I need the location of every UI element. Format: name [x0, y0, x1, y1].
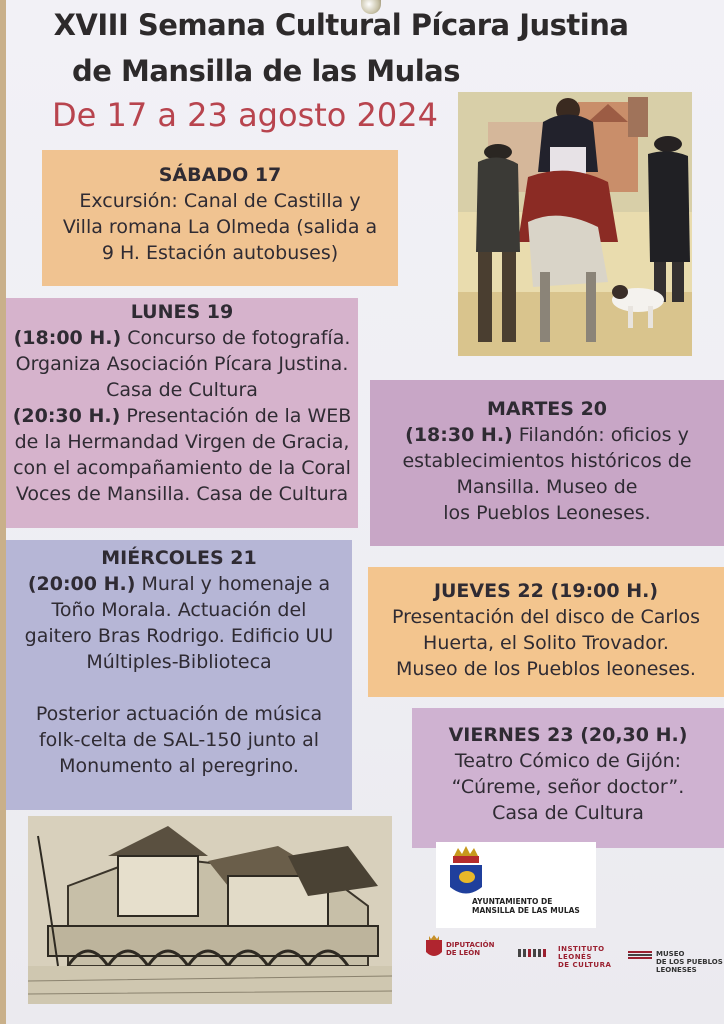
event-day-heading: JUEVES 22 (19:00 H.) — [433, 580, 659, 602]
event-box-martes — [370, 380, 724, 546]
event-text: Excursión: Canal de Castilla y — [79, 190, 361, 212]
poster-title: XVIII Semana Cultural Pícara Justina — [53, 8, 629, 42]
instituto-mark-icon — [518, 949, 552, 957]
event-text: de la Hermandad Virgen de Gracia, — [14, 431, 350, 453]
event-text: “Cúreme, señor doctor”. — [451, 776, 685, 798]
event-text: (18:30 H.) Filandón: oficios y — [405, 424, 689, 446]
museo-label: MUSEO DE LOS PUEBLOS LEONESES — [656, 950, 723, 974]
event-text: (20:30 H.) Presentación de la WEB — [12, 405, 352, 427]
event-box-sabado — [42, 150, 398, 286]
event-text: Teatro Cómico de Gijón: — [454, 750, 682, 772]
event-text: Casa de Cultura — [106, 379, 258, 401]
event-dates: De 17 a 23 agosto 2024 — [52, 96, 438, 134]
event-text: (18:00 H.) Concurso de fotografía. — [13, 327, 351, 349]
event-text: Múltiples-Biblioteca — [86, 651, 272, 673]
event-text: Monumento al peregrino. — [59, 755, 299, 777]
event-box-miercoles — [6, 540, 352, 810]
diputacion-shield-icon — [424, 934, 444, 960]
museo-mark-icon — [628, 951, 652, 959]
event-day-heading: MIÉRCOLES 21 — [101, 547, 257, 569]
event-day-heading: LUNES 19 — [130, 301, 234, 323]
event-text: Huerta, el Solito Trovador. — [423, 632, 669, 654]
picara-justina-painting — [458, 92, 692, 356]
event-text: establecimientos históricos de — [402, 450, 692, 472]
poster — [6, 0, 724, 1024]
event-text: con el acompañamiento de la Coral — [13, 457, 351, 479]
event-text: Museo de los Pueblos leoneses. — [396, 658, 696, 680]
ayuntamiento-logo — [436, 842, 596, 928]
event-text: folk-celta de SAL-150 junto al — [38, 729, 319, 751]
event-box-viernes — [412, 708, 724, 848]
ayuntamiento-label: AYUNTAMIENTO DE MANSILLA DE LAS MULAS — [472, 897, 580, 915]
diputacion-label: DIPUTACIÓN DE LEÓN — [446, 941, 495, 957]
event-text: gaitero Bras Rodrigo. Edificio UU — [24, 625, 334, 647]
instituto-label: INSTITUTO LEONÉS DE CULTURA — [558, 945, 612, 969]
event-time: (20:00 H.) — [27, 573, 136, 595]
event-text: 9 H. Estación autobuses) — [101, 242, 339, 264]
event-text: Organiza Asociación Pícara Justina. — [15, 353, 349, 375]
town-wall-engraving — [28, 816, 392, 1004]
event-box-lunes — [6, 298, 358, 528]
event-day-heading: SÁBADO 17 — [158, 164, 282, 186]
event-text: Toño Morala. Actuación del — [51, 599, 307, 621]
event-time: (18:30 H.) — [405, 424, 513, 446]
event-day-heading: VIERNES 23 (20,30 H.) — [448, 724, 688, 746]
event-text: (20:00 H.) Mural y homenaje a — [27, 573, 331, 595]
event-text: Voces de Mansilla. Casa de Cultura — [15, 483, 349, 505]
poster-subtitle: de Mansilla de las Mulas — [71, 54, 460, 88]
event-text: Presentación del disco de Carlos — [391, 606, 701, 628]
event-time: (18:00 H.) — [13, 327, 122, 349]
event-time: (20:30 H.) — [12, 405, 121, 427]
event-text: Posterior actuación de música — [35, 703, 323, 725]
event-text: Villa romana La Olmeda (salida a — [62, 216, 378, 238]
event-text: los Pueblos Leoneses. — [443, 502, 651, 524]
event-box-jueves — [368, 567, 724, 697]
event-day-heading: MARTES 20 — [486, 398, 608, 420]
spacer — [6, 675, 352, 701]
event-text: Mansilla. Museo de — [456, 476, 638, 498]
event-text: Casa de Cultura — [492, 802, 644, 824]
